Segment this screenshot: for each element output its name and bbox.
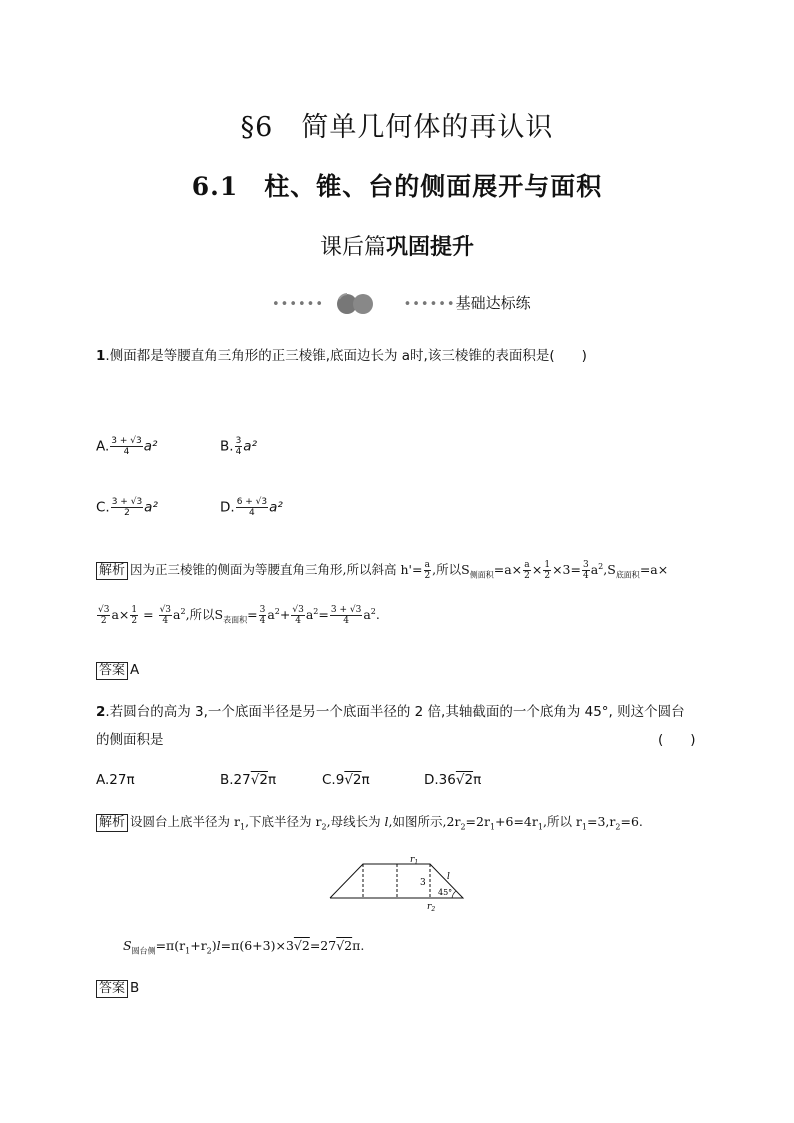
option-a: A. $\frac{3 + √3}{4}$ a² [96, 436, 158, 457]
analysis-tag-2: 解析 [96, 814, 128, 832]
answer-tag: 答案 [96, 662, 128, 680]
dots-decor: •••••• [272, 297, 325, 312]
dots-decor-2: •••••• [403, 297, 456, 312]
analysis-1-line-1: 解析 因为正三棱锥的侧面为等腰直角三角形,所以斜高 h'= $\frac{a}{2}$ ,所以$S_{侧面积}=a\times$ $\frac{a}{2}$ × $\frac{1}{2}$ ×3= $\frac{3}{4}$ $a^2,S_{底面积}=a\times$ [96, 560, 706, 581]
page-title: §6 简单几何体的再认识 [240, 112, 554, 143]
height-label: 3 [420, 878, 426, 888]
r1-label: $r_1$ [410, 855, 419, 866]
question-1: 1.侧面都是等腰直角三角形的正三棱锥,底面边长为 a时,该三棱锥的表面积是( ) [96, 348, 587, 364]
option-2b: B.27√2π [220, 772, 277, 788]
analysis-1-line-2: $\frac{√3}{2}$ a× $\frac{1}{2}$ = $\frac{√3}{4}$ $a^2$,所以$S_{表面积}=$ $\frac{3}{4}$ $a^2+$ $\frac{√3}{4}$ $a^2=$ $\frac{3 + √3}{4}$ $a^2$. [98, 605, 380, 626]
lateral-area-formula: $S_{圆台侧}=\pi(r_1+r_2)l=\pi(6+3)\times 3√2=27√2\pi$. [123, 938, 365, 956]
question-number: 1 [96, 348, 106, 364]
level-banner [272, 292, 531, 318]
question-stem: 侧面都是等腰直角三角形的正三棱锥,底面边长为 a时,该三棱锥的表面积是( ) [109, 348, 587, 364]
answer-1: 答案 A [96, 660, 139, 680]
question-2-line-2: 的侧面积是 ( ) [96, 732, 696, 748]
frustum-cross-section-diagram [326, 852, 468, 912]
option-2d: D.36√2π [424, 772, 482, 788]
option-2c: C.9√2π [322, 772, 370, 788]
page-subtitle: 6.1 柱、锥、台的侧面展开与面积 [191, 172, 603, 201]
option-d: D. $\frac{6 + √3}{4}$ a² [220, 497, 283, 518]
analysis-tag: 解析 [96, 562, 128, 580]
question-2: 2.若圆台的高为 3,一个底面半径是另一个底面半径的 2 倍,其轴截面的一个底角为 45°, 则这个圆台 [96, 704, 685, 720]
l-label: l [447, 872, 450, 882]
analysis-2: 解析 设圆台上底半径为 $r_1$,下底半径为 $r_2$,母线长为 l,如图所示$,2r_2=2r_1+6=4r_1$,所以 $r_1=3,r_2=6$. [96, 812, 716, 832]
option-b: B. $\frac{3}{4}$ a² [220, 436, 257, 457]
option-2a: A.27π [96, 772, 135, 788]
section-heading: 课后篇巩固提升 [319, 235, 475, 260]
answer-2: 答案 B [96, 978, 139, 998]
angle-label: 45° [438, 888, 453, 897]
r2-label: $r_2$ [427, 902, 436, 912]
answer-tag-2: 答案 [96, 980, 128, 998]
level-label: 基础达标练 [455, 294, 531, 312]
answer-paren: ( ) [658, 732, 696, 748]
double-circle-icon [333, 293, 377, 315]
option-c: C. $\frac{3 + √3}{2}$ a² [96, 497, 158, 518]
